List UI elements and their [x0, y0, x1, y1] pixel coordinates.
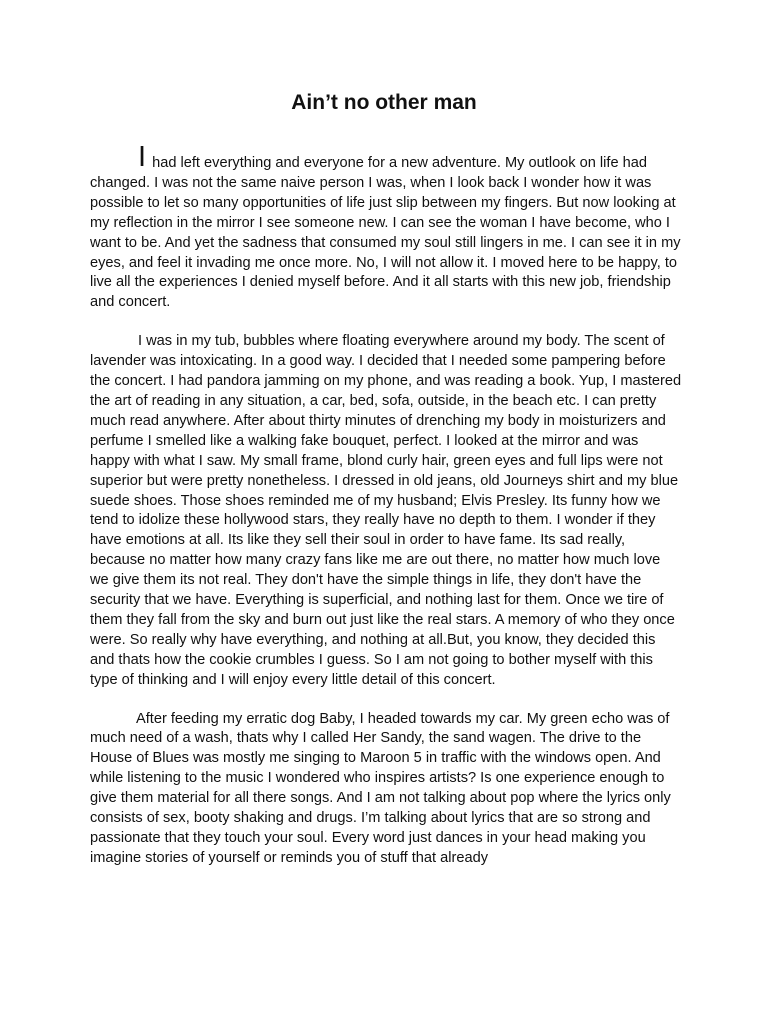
drop-cap: I: [138, 141, 147, 173]
paragraph-3: After feeding my erratic dog Baby, I headed towards my car. My green echo was of much need of a wash, thats why I called Her Sandy, the sand wagen. The drive to the House of Blues was mostly me singing to Maroon 5 in traffic with the windows open. And while listening to the music I wondered who inspires artists? Is one experience enough to give them material for all there songs. And I am not talking about pop where the lyrics only consists of sex, booty shaking and drugs. I’m talking about lyrics that are so strong and passionate that they touch your soul. Every word just dances in your head making you imagine stories of yourself or reminds you of stuff that already: [90, 710, 671, 866]
paragraph-1-text: had left everything and everyone for a new adventure. My outlook on life had changed. I was not the same naive person I was, when I look back I wonder how it was possible to let so many opportunities of life just slip between my fingers. But now looking at my reflection in the mirror I see someone new. I can see the woman I have become, who I want to be. And yet the sadness that consumed my soul still lingers in me. I can see it in my eyes, and feel it invading me once more. No, I will not allow it. I moved here to be happy, to live all the experiences I denied myself before. And it all starts with this new job, friendship and concert.: [90, 155, 681, 311]
paragraph-1: [90, 141, 682, 313]
document-title: Ain’t no other man: [291, 91, 477, 114]
paragraph-2: I was in my tub, bubbles where floating everywhere around my body. The scent of lavender was intoxicating. In a good way. I decided that I needed some pampering before the concert. I had pandora jamming on my phone, and was reading a book. Yup, I mastered the art of reading in any situation, a car, bed, sofa, outside, in the beach etc. I can pretty much read anywhere. After about thirty minutes of drenching my body in moisturizers and perfume I smelled like a walking fake bouquet, perfect. I looked at the mirror and was happy with what I saw. My small frame, blond curly hair, green eyes and full lips were not superior but were pretty nonetheless. I dressed in old jeans, old Journeys shirt and my blue suede shoes. Those shoes reminded me of my husband; Elvis Presley. Its funny how we tend to idolize these hollywood stars, they really have no depth to them. I wonder if they have emotions at all. Its like they sell their soul in order to have fame. Its sad really, because no matter how many crazy fans like me are out there, no matter how much love we give them its not real. They don't have the simple things in life, they don't have the security that we have. Everything is superficial, and nothing last for them. Once we tire of them they fall from the sky and burn out just like the real stars. A memory of who they once were. So really why have everything, and nothing at all.But, you know, they decided this and thats how the cookie crumbles I guess. So I am not going to bother myself with this type of thinking and I will enjoy every little detail of this concert.: [90, 333, 682, 688]
document-body: [90, 141, 682, 869]
